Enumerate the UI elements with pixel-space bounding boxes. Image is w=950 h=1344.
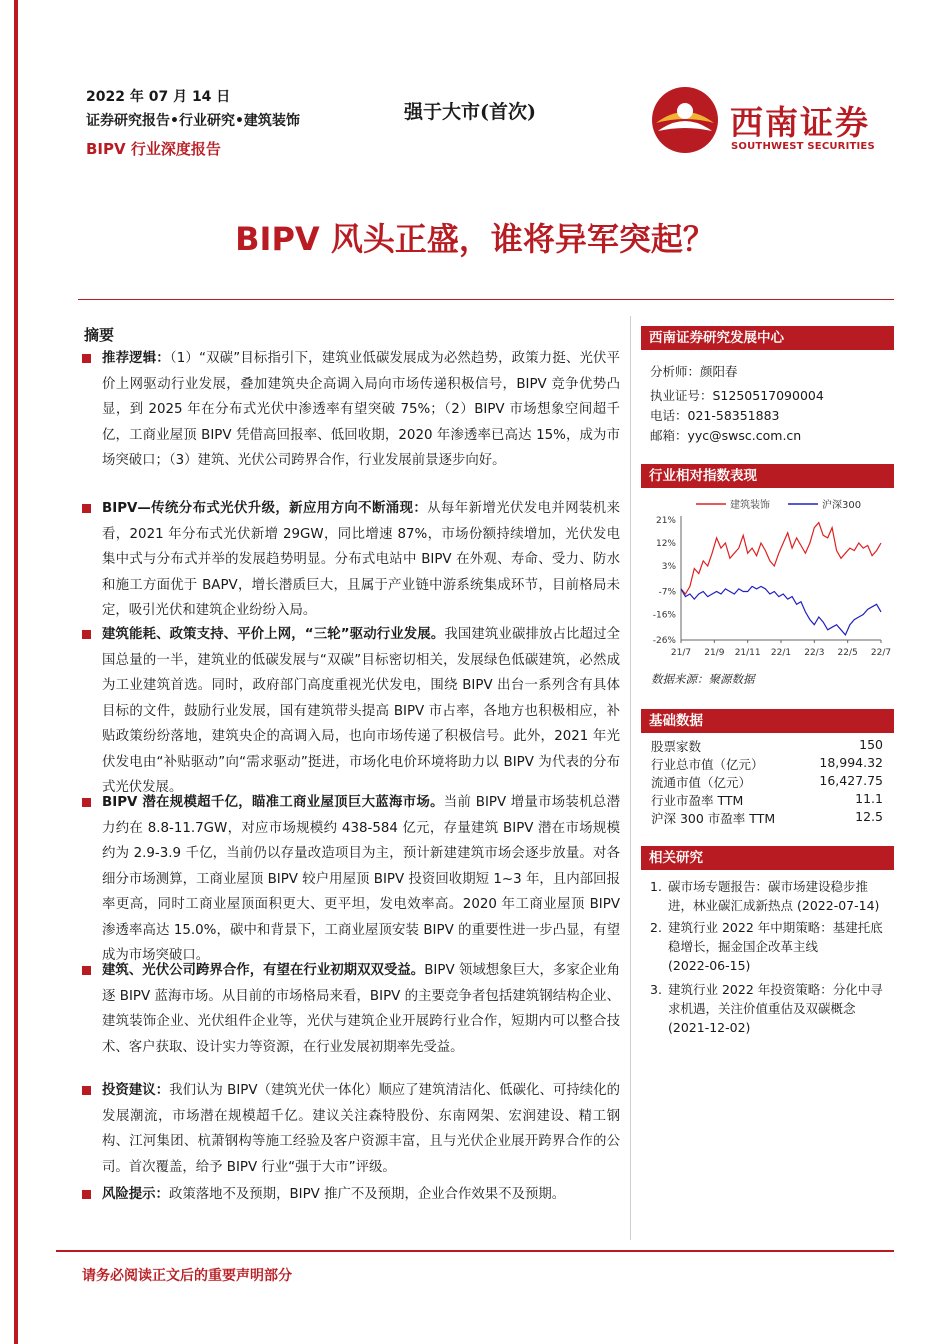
related-report[interactable] bbox=[650, 918, 890, 975]
basic-data-value: 12.5 bbox=[855, 809, 883, 824]
x-tick-label: 22/1 bbox=[770, 648, 792, 658]
report-subtitle: BIPV 行业深度报告 bbox=[86, 140, 221, 158]
related-report[interactable] bbox=[650, 877, 890, 915]
x-tick-label: 21/9 bbox=[704, 648, 725, 658]
report-date: 2022 年 07 月 14 日 bbox=[86, 89, 231, 105]
abstract-item bbox=[82, 622, 620, 801]
basic-data-row bbox=[651, 791, 883, 809]
basic-data-row bbox=[651, 737, 883, 755]
phone-number: 电话：021-58351883 bbox=[650, 408, 780, 423]
index-chart-heading: 行业相对指数表现 bbox=[641, 464, 894, 488]
basic-data-value: 150 bbox=[859, 737, 883, 752]
related-report-date: (2022-07-14) bbox=[797, 898, 880, 913]
related-report-number: 3. bbox=[650, 982, 662, 997]
y-tick-label: 3% bbox=[661, 561, 676, 572]
bullet-icon bbox=[82, 354, 91, 363]
company-name-en: SOUTHWEST SECURITIES bbox=[731, 141, 875, 152]
abstract-item-lead: 投资建议： bbox=[102, 1083, 170, 1098]
related-report-date: (2021-12-02) bbox=[668, 1020, 751, 1035]
basic-data-label: 沪深 300 市盈率 TTM bbox=[651, 811, 776, 826]
y-tick-label: 12% bbox=[655, 538, 676, 549]
chart-source: 数据来源：聚源数据 bbox=[651, 672, 755, 686]
abstract-item-lead: 建筑能耗、政策支持、平价上网，“三轮”驱动行业发展。 bbox=[102, 627, 445, 642]
abstract-item-lead: 推荐逻辑： bbox=[102, 351, 170, 366]
related-report-title: 建筑行业 2022 年投资策略：分化中寻求机遇，关注价值重估及双碳概念 bbox=[668, 982, 883, 1016]
abstract-item-lead: 建筑、光伏公司跨界合作，有望在行业初期双双受益。 bbox=[102, 963, 425, 978]
abstract-item-text: 当前 BIPV 增量市场装机总潜力约在 8.8-11.7GW，对应市场规模约 438-584 亿元，存量建筑 BIPV 潜在市场规模约为 2.9-3.9 千亿，当前仍以存量改造项目为主，预计新建建筑市场会逐步放量。对各细分市场测算，工商业屋顶 BIPV 较户用屋顶 BIPV 投资回收期短 1~3 年，且内部回报率更高，同时工商业屋顶面积更大、更平坦，发电效率高。2020 年工商业屋顶 BIPV 渗透率高达 15.0%，碳中和背景下，工商业屋顶安装 BIPV 的重要性进一步凸显，有望成为市场突破口。 bbox=[102, 795, 620, 963]
footer-disclaimer: 请务必阅读正文后的重要声明部分 bbox=[82, 1268, 292, 1284]
related-report[interactable] bbox=[650, 980, 890, 1037]
basic-data-row bbox=[651, 809, 883, 827]
bullet-icon bbox=[82, 1190, 91, 1199]
basic-data-value: 16,427.75 bbox=[819, 773, 883, 788]
legend-label: 建筑装饰 bbox=[730, 500, 770, 511]
abstract-item bbox=[82, 790, 620, 969]
x-tick-label: 21/7 bbox=[670, 648, 692, 658]
company-name-cn: 西南证券 bbox=[730, 103, 870, 142]
abstract-item-text: （1）“双碳”目标指引下，建筑业低碳发展成为必然趋势，政策力挺、光伏平价上网驱动行业发展，叠加建筑央企高调入局向市场传递积极信号，BIPV 竞争优势凸显，到 2025 年在分布式光伏中渗透率有望突破 75%；（2）BIPV 市场想象空间超千亿，工商业屋顶 BIPV 凭借高回报率、低回收期，2020 年渗透率已高达 15%，成为市场突破口；（3）建筑、光伏公司跨界合作，行业发展前景逐步向好。 bbox=[102, 351, 621, 468]
y-tick-label: -7% bbox=[658, 587, 676, 598]
x-tick-label: 22/5 bbox=[837, 648, 858, 658]
x-tick-label: 22/7 bbox=[870, 648, 892, 658]
abstract-item-text: 政策落地不及预期，BIPV 推广不及预期，企业合作效果不及预期。 bbox=[168, 1187, 566, 1202]
abstract-item-text: 从每年新增光伏发电并网装机来看，2021 年分布式光伏新增 29GW，同比增速 87%，市场份额持续增加，光伏发电集中式与分布式并举的发展趋势明显。分布式电站中 BIPV 在外观、寿命、受力、防水和施工方面优于 BAPV，增长潜质巨大，且属于产业链中游系统集成环节，目前格局未定，吸引光伏和建筑企业纷纷入局。 bbox=[102, 501, 620, 618]
abstract-item bbox=[82, 1182, 620, 1208]
abstract-item-text: 我国建筑业碳排放占比超过全国总量的一半，建筑业的低碳发展与“双碳”目标密切相关，发展绿色低碳建筑，必然成为工业建筑首选。同时，政府部门高度重视光伏发电，围绕 BIPV 出台一系列含有具体目标的文件，鼓励行业发展，国有建筑带头提高 BIPV 市占率，各地方也积极相应，补贴政策纷纷落地，建筑央企的高调入局，也向市场传递了积极信号。此外，2021 年光伏发电由“补贴驱动”向“需求驱动”挺进，市场化电价环境将助力以 BIPV 为代表的分布式光伏发展。 bbox=[102, 627, 620, 795]
email-address[interactable]: 邮箱：yyc@swsc.com.cn bbox=[650, 428, 802, 443]
basic-data-label: 行业市盈率 TTM bbox=[651, 793, 744, 808]
related-report-title: 碳市场专题报告：碳市场建设稳步推进，林业碳汇成新热点 bbox=[668, 879, 869, 913]
basic-data-row bbox=[651, 755, 883, 773]
license-number: 执业证号：S1250517090004 bbox=[650, 388, 824, 403]
abstract-item bbox=[82, 346, 620, 474]
y-tick-label: -16% bbox=[652, 610, 676, 621]
legend-label: 沪深300 bbox=[822, 500, 862, 511]
divider-bottom bbox=[56, 1250, 894, 1252]
bullet-icon bbox=[82, 630, 91, 639]
related-report-date: (2022-06-15) bbox=[668, 958, 751, 973]
basic-data-label: 流通市值（亿元） bbox=[651, 775, 752, 790]
x-tick-label: 21/11 bbox=[734, 648, 761, 658]
series-line bbox=[681, 586, 881, 635]
abstract-heading: 摘要 bbox=[84, 326, 115, 344]
basic-data-label: 行业总市值（亿元） bbox=[651, 757, 764, 772]
report-category: 证券研究报告•行业研究•建筑装饰 bbox=[86, 113, 300, 129]
bullet-icon bbox=[82, 798, 91, 807]
basic-data-row bbox=[651, 773, 883, 791]
related-research-heading: 相关研究 bbox=[641, 846, 894, 870]
company-logo-icon bbox=[650, 85, 720, 155]
related-report-number: 2. bbox=[650, 920, 662, 935]
y-tick-label: -26% bbox=[652, 636, 676, 646]
related-report-title: 建筑行业 2022 年中期策略：基建托底稳增长，掘金国企改革主线 bbox=[668, 920, 883, 954]
x-tick-label: 22/3 bbox=[804, 648, 825, 658]
bullet-icon bbox=[82, 966, 91, 975]
basic-data-label: 股票家数 bbox=[651, 739, 702, 754]
basic-data-value: 11.1 bbox=[855, 791, 883, 806]
series-line bbox=[681, 523, 881, 594]
abstract-item-lead: 风险提示： bbox=[102, 1187, 169, 1202]
relative-index-chart bbox=[641, 492, 894, 664]
abstract-item-text: BIPV 领域想象巨大，多家企业角逐 BIPV 蓝海市场。从目前的市场格局来看，BIPV 的主要竞争者包括建筑钢结构企业、建筑装饰企业、光伏组件企业等，光伏与建筑企业开展跨行业合作，短期内可以整合技术、客户获取、设计实力等资源，在行业发展初期率先受益。 bbox=[102, 963, 620, 1055]
divider-top bbox=[78, 299, 894, 300]
column-divider bbox=[630, 316, 631, 1240]
basic-data-heading: 基础数据 bbox=[641, 709, 894, 733]
bullet-icon bbox=[82, 1086, 91, 1095]
left-accent-bar bbox=[14, 0, 18, 1344]
abstract-item bbox=[82, 958, 620, 1060]
abstract-item-lead: BIPV 潜在规模超千亿，瞄准工商业屋顶巨大蓝海市场。 bbox=[102, 795, 444, 810]
y-tick-label: 21% bbox=[655, 516, 676, 526]
research-center-heading: 西南证券研究发展中心 bbox=[641, 326, 894, 350]
abstract-item-text: 我们认为 BIPV（建筑光伏一体化）顺应了建筑清洁化、低碳化、可持续化的发展潮流，市场潜在规模超千亿。建议关注森特股份、东南网架、宏润建设、精工钢构、江河集团、杭萧钢构等施工经验及客户资源丰富，且与光伏企业展开跨界合作的公司。首次覆盖，给予 BIPV 行业“强于大市”评级。 bbox=[102, 1083, 621, 1175]
bullet-icon bbox=[82, 504, 91, 513]
basic-data-value: 18,994.32 bbox=[819, 755, 883, 770]
abstract-item-lead: BIPV—传统分布式光伏升级，新应用方向不断涌现： bbox=[102, 501, 428, 516]
rating: 强于大市(首次) bbox=[404, 101, 536, 123]
analyst-name: 分析师：颜阳春 bbox=[650, 364, 738, 379]
abstract-item bbox=[82, 496, 620, 624]
page-title: BIPV 风头正盛，谁将异军突起？ bbox=[235, 220, 715, 258]
related-report-number: 1. bbox=[650, 879, 662, 894]
abstract-item bbox=[82, 1078, 620, 1180]
